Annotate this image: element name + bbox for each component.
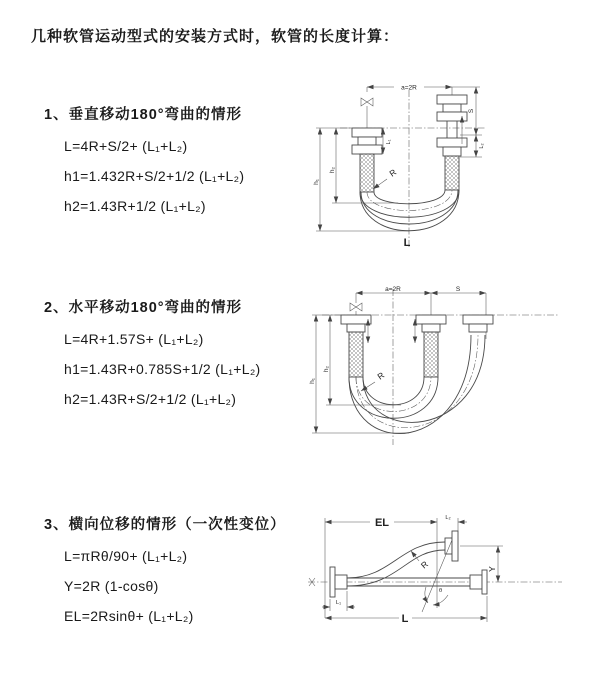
valve-icon: [361, 98, 373, 128]
angle-label: θ: [439, 588, 443, 594]
formula-line: L=4R+1.57S+ (L₁+L₂): [64, 331, 204, 347]
section-3-heading: 3、横向位移的情形（一次性变位）: [44, 517, 286, 533]
braid-section-left: [360, 154, 374, 192]
formula-line: L=4R+S/2+ (L₁+L₂): [64, 138, 188, 154]
radius-leader: [373, 167, 398, 189]
formula-line: EL=2Rsinθ+ (L₁+L₂): [64, 608, 194, 624]
right-pipe: [447, 121, 457, 138]
hose-displaced: [347, 542, 445, 586]
dim-label-h1: h₁: [309, 378, 316, 384]
section-lateral-displacement: [44, 513, 286, 631]
flange-fitting-left: [341, 315, 371, 332]
dim-label-fitting-right: L₂: [479, 143, 485, 149]
flange-fitting-right-moved: [463, 315, 493, 332]
diagram-vertical-180-bend: [310, 78, 590, 263]
braid-section-middle: [424, 332, 438, 377]
dim-label-l2: L₂: [445, 515, 451, 521]
hose-curves: [360, 190, 459, 231]
section-1-formulas: [64, 131, 244, 221]
valve-icon: [350, 293, 362, 315]
flange-fitting-right-moved: [437, 138, 467, 156]
dim-label-h2: h₂: [323, 365, 330, 373]
radius-leader: [411, 551, 430, 571]
section-3-formulas: [64, 541, 286, 631]
flange-fitting-left: [352, 128, 382, 154]
dimension-l1: [322, 591, 355, 611]
dim-label-l1: L₁: [336, 600, 341, 606]
flange-fitting-middle: [416, 315, 446, 332]
section-horizontal-movement: [44, 296, 261, 414]
dimension-width: [367, 85, 480, 96]
formula-line: h2=1.43R+1/2 (L₁+L₂): [64, 198, 206, 214]
formula-line: L=πRθ/90+ (L₁+L₂): [64, 548, 188, 564]
dim-label-l: L: [401, 613, 409, 625]
flange-upper-displaced: [445, 531, 458, 561]
length-label: L: [403, 237, 411, 249]
formula-line: h1=1.432R+S/2+1/2 (L₁+L₂): [64, 168, 245, 184]
radius-label: R: [375, 369, 387, 382]
formula-line: h1=1.43R+0.785S+1/2 (L₁+L₂): [64, 361, 261, 377]
section-vertical-movement: [44, 103, 244, 221]
formula-line: h2=1.43R+S/2+1/2 (L₁+L₂): [64, 391, 237, 407]
dim-label-h1: h₁: [313, 179, 320, 185]
diagram-lateral-displacement: [300, 492, 600, 647]
dimension-el: [325, 517, 437, 618]
braid-section-left: [349, 332, 363, 377]
dim-label-el: EL: [374, 517, 390, 529]
dim-label-stroke: S: [468, 108, 475, 114]
section-2-heading: 2、水平移动180°弯曲的情形: [44, 300, 243, 316]
formula-line: Y=2R (1-cosθ): [64, 578, 159, 594]
dim-label-fitting-left: L₁: [386, 139, 392, 145]
flange-left: [330, 567, 347, 597]
dimension-l2: [445, 515, 467, 531]
section-1-heading: 1、垂直移动180°弯曲的情形: [44, 107, 243, 123]
radius-label: R: [418, 558, 430, 571]
dim-label-y: Y: [487, 566, 497, 572]
diagram-horizontal-180-bend: [306, 283, 596, 458]
hose-curves: [349, 335, 485, 434]
dimension-fitting-left: [383, 128, 392, 154]
flange-fitting-right-top: [437, 95, 467, 121]
dimension-l: [325, 596, 487, 625]
dim-label-h2: h₂: [329, 166, 336, 174]
radius-label: R: [387, 166, 399, 179]
dimension-width: [356, 286, 431, 293]
section-2-formulas: [64, 324, 261, 414]
dim-label-stroke: S: [455, 286, 461, 293]
braid-section-right: [445, 156, 459, 190]
dim-label-width: a=2R: [401, 84, 417, 92]
dim-label-width: a=2R: [385, 286, 401, 293]
page-title: 几种软管运动型式的安装方式时，软管的长度计算：: [31, 28, 400, 45]
flange-right-original: [470, 570, 487, 594]
